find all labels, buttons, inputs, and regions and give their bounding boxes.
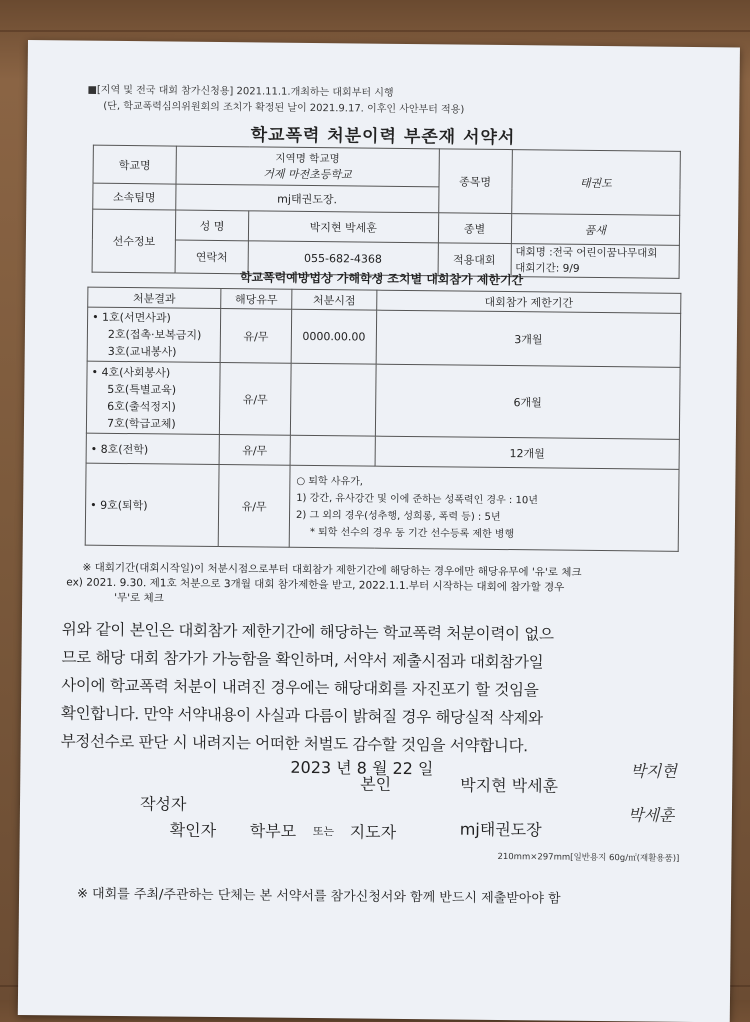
expulsion-note: 2) 그 외의 경우(성추행, 성희롱, 폭력 등) : 5년: [295, 509, 501, 523]
team-value: mj태권도장.: [176, 184, 439, 213]
measure-item: 6호(출석정지): [107, 399, 176, 414]
player-label: 선수정보: [92, 209, 176, 273]
footnote: ※ 대회기간(대회시작일)이 처분시점으로부터 대회참가 제한기간에 해당하는 경우에만 해당유무에 '유'로 체크: [82, 561, 582, 579]
col-period: 대회참가 제한기간: [377, 290, 681, 313]
name-value: 박지현 박세훈: [248, 211, 438, 243]
footnote: ex) 2021. 9.30. 제1호 처분으로 3개월 대회 참가제한을 받고, 2022.1.1.부터 시작하는 대회에 참가할 경우: [66, 576, 565, 594]
self-label: 본인: [360, 774, 392, 794]
measure-item: • 1호(서면사과): [92, 310, 171, 325]
pledge-line: 부정선수로 판단 시 내려지는 어떠한 처벌도 감수할 것임을 서약합니다.: [60, 732, 528, 756]
contact-label: 연락처: [175, 240, 248, 274]
pledge-line: 므로 해당 대회 참가가 가능함을 확인하며, 서약서 제출시점과 대회참가일: [61, 648, 544, 672]
category-label: 종별: [438, 213, 511, 244]
meet-period: 대회기간: 9/9: [515, 262, 580, 275]
check-cell: 유/무: [220, 309, 292, 364]
instructor-label: 지도자: [349, 822, 397, 842]
author-label: 작성자: [139, 794, 187, 814]
school-label: 학교명: [93, 145, 176, 184]
applicant-info-table: [92, 145, 681, 279]
final-note: ※ 대회를 주최/주관하는 단체는 본 서약서를 참가신청서와 함께 반드시 제출받아야 함: [76, 886, 561, 907]
or-text: 또는: [312, 825, 335, 839]
expulsion-note: 1) 강간, 유사강간 및 이에 준하는 성폭력인 경우 : 10년: [296, 492, 538, 506]
expulsion-note-cell: [289, 465, 679, 551]
col-result: 처분결과: [88, 287, 221, 308]
contact-value: 055-682-4368: [248, 241, 438, 276]
meet-name: 대회명 :전국 어린이꿈나무대회: [515, 246, 658, 260]
row-measure-4-7: [86, 361, 220, 434]
paper-spec: 210mm×297mm[일반용지 60g/㎡(재활용품)]: [497, 851, 680, 864]
period-cell: 3개월: [376, 310, 681, 367]
row-measure-8: [86, 433, 219, 464]
signature-1: 박지현: [630, 761, 677, 781]
date-cell: 0000.00.00: [291, 309, 377, 364]
period-cell: 12개월: [375, 436, 679, 469]
footnote: '무'로 체크: [114, 591, 164, 605]
pledge-line: 위와 같이 본인은 대회참가 제한기간에 해당하는 학교폭력 처분이력이 없으: [61, 620, 554, 644]
date-cell: [290, 363, 376, 436]
pledge-paragraph: [61, 615, 702, 762]
restriction-table: [85, 287, 682, 552]
period-cell: 6개월: [375, 364, 680, 439]
wood-grain: [0, 30, 750, 32]
meet-label: 적용대회: [438, 243, 511, 277]
event-value: 태권도: [511, 150, 680, 216]
header-notice: ■[지역 및 전국 대회 참가신청용] 2021.11.1.개최하는 대회부터 시행: [87, 84, 394, 99]
self-name: 박지현 박세훈: [460, 775, 559, 796]
measure-item: 5호(특별교육): [107, 382, 177, 397]
restriction-title: 학교폭력예방법상 가해학생 조치별 대회참가 제한기간: [239, 270, 524, 288]
measure-item: • 8호(전학): [90, 442, 149, 456]
header-subnotice: (단, 학교폭력심의위원회의 조치가 확정된 날이 2021.9.17. 이후인 사안부터 적용): [103, 100, 465, 116]
check-cell: 유/무: [219, 363, 291, 436]
school-region: 지역명 학교명: [275, 152, 340, 166]
pledge-document: [18, 40, 740, 1022]
pledge-line: 사이에 학교폭력 처분이 내려진 경우에는 해당대회를 자진포기 할 것임을: [61, 676, 539, 700]
category-value: 품새: [511, 214, 680, 246]
school-value: 거제 마전초등학교: [263, 167, 352, 182]
row-measure-1-3: [87, 307, 221, 362]
date-cell: [290, 435, 375, 466]
measure-item: • 9호(퇴학): [90, 498, 148, 512]
measure-item: 3호(교내봉사): [107, 344, 177, 359]
measure-item: 2호(접촉·보복금지): [107, 327, 202, 342]
signature-2: 박세훈: [627, 805, 675, 825]
signing-date: 2023 년 8 월 22 일: [290, 757, 434, 779]
measure-item: 7호(학급교체): [106, 416, 176, 431]
confirmer-role: 학부모: [249, 821, 297, 841]
document-title: 학교폭력 처분이력 부존재 서약서: [250, 125, 516, 149]
instructor-name: mj태권도장: [459, 819, 542, 840]
name-label: 성 명: [175, 210, 248, 241]
row-measure-9: [85, 463, 219, 546]
confirmer-label: 확인자: [169, 820, 217, 841]
col-applicable: 해당유무: [221, 289, 292, 310]
school-cell: [176, 146, 439, 187]
expulsion-note: ○ 퇴학 사유가,: [296, 475, 364, 488]
col-date: 처분시점: [292, 289, 377, 310]
expulsion-note: * 퇴학 선수의 경우 동 기간 선수등록 제한 병행: [309, 526, 515, 540]
team-label: 소속팀명: [93, 183, 176, 210]
measure-item: • 4호(사회봉사): [91, 365, 171, 380]
event-label: 종목명: [438, 149, 512, 214]
pledge-line: 확인합니다. 만약 서약내용이 사실과 다름이 밝혀질 경우 해당실적 삭제와: [60, 704, 543, 728]
check-cell: 유/무: [219, 435, 290, 466]
check-cell: 유/무: [218, 465, 290, 548]
